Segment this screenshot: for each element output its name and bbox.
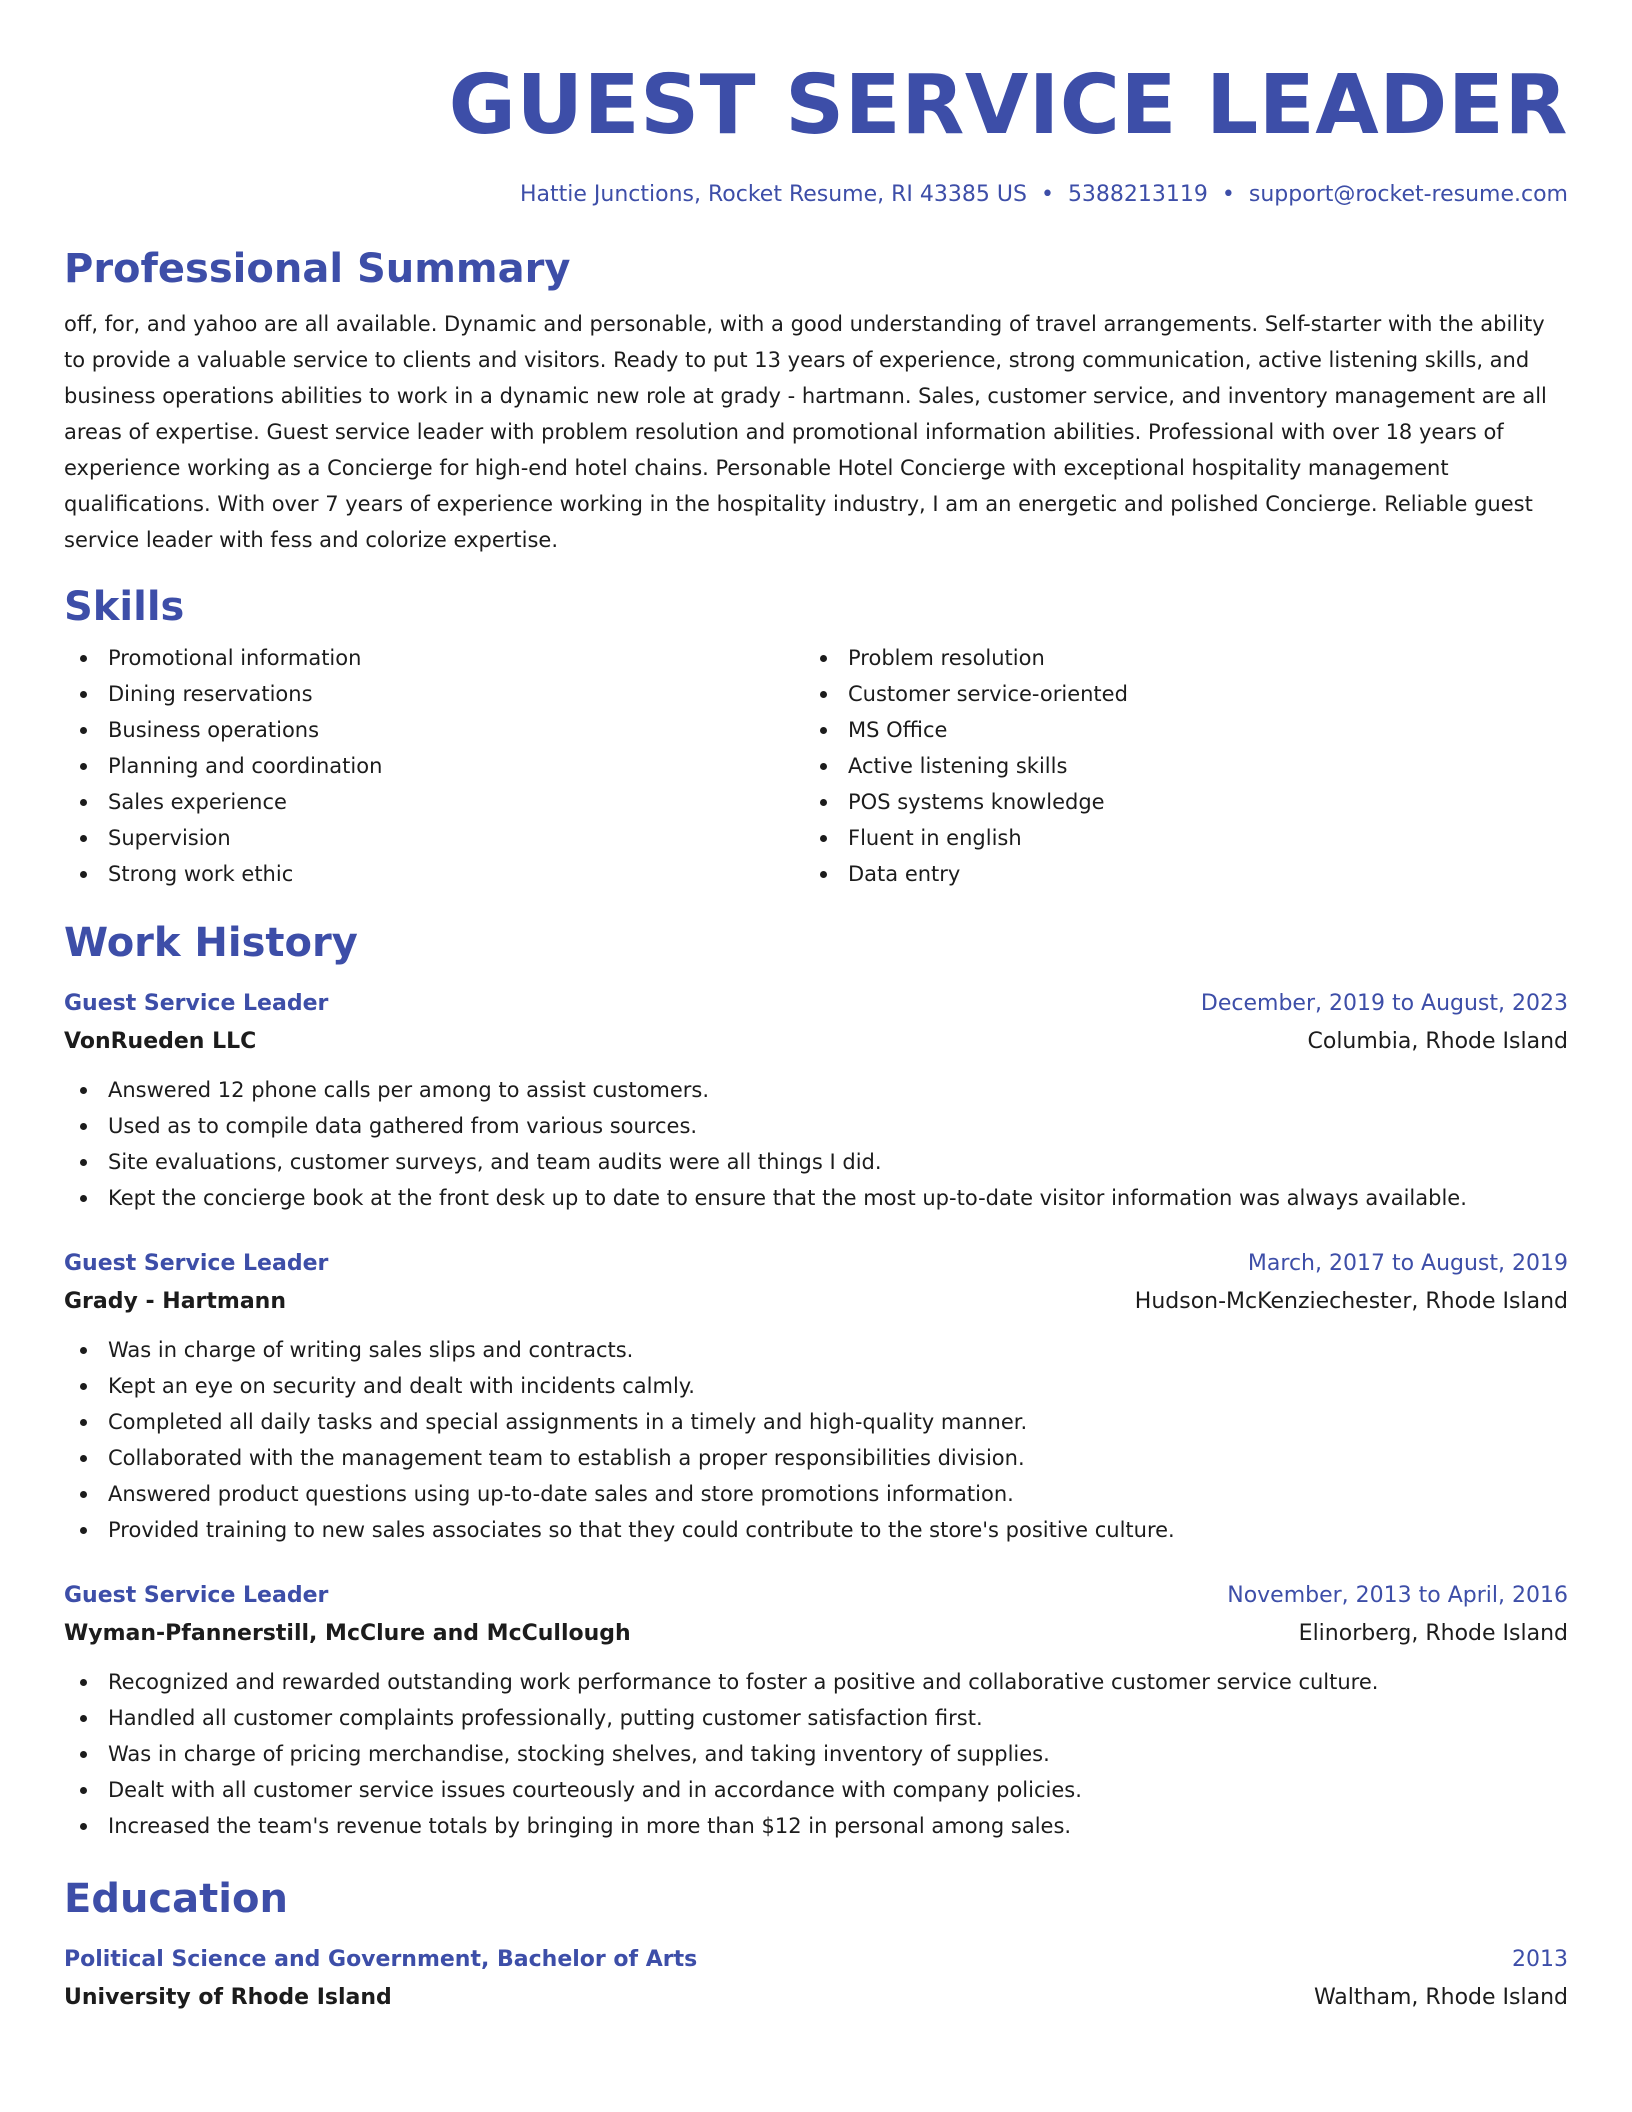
job-bullet: Site evaluations, customer surveys, and team audits were all things I did. xyxy=(64,1144,1568,1180)
job-bullet: Collaborated with the management team to establish a proper responsibilities division. xyxy=(64,1440,1568,1476)
summary-text: off, for, and yahoo are all available. Dynamic and personable, with a good understanding of travel arrangements. Self-starter with the ability to provide a valuable service to clients and visitors. Ready to put 13 years of experience, strong communication, active listening skills, and business operations abilities to work in a dynamic new role at grady - hartmann. Sales, customer service, and inventory management are all areas of expertise. Guest service leader with problem resolution and promotional information abilities. Professional with over 18 years of experience working as a Concierge for high-end hotel chains. Personable Hotel Concierge with exceptional hospitality management qualifications. With over 7 years of experience working in the hospitality industry, I am an energetic and polished Concierge. Reliable guest service leader with fess and colorize expertise. xyxy=(64,312,1547,552)
skill-item: Fluent in english xyxy=(804,820,1544,856)
skill-item: Supervision xyxy=(64,820,804,856)
education-entry xyxy=(64,1942,1568,2018)
skill-item: Sales experience xyxy=(64,784,804,820)
contact-separator: • xyxy=(1221,182,1235,207)
skill-item: Business operations xyxy=(64,712,804,748)
contact-line xyxy=(64,180,1568,210)
skill-item: Active listening skills xyxy=(804,748,1544,784)
job-role: Guest Service Leader xyxy=(64,1251,329,1276)
job-company-row xyxy=(64,1022,1568,1062)
skill-item: Problem resolution xyxy=(804,640,1544,676)
job-bullet: Kept the concierge book at the front desk up to date to ensure that the most up-to-date visitor information was always available. xyxy=(64,1180,1568,1216)
job-bullet: Dealt with all customer service issues courteously and in accordance with company policies. xyxy=(64,1772,1568,1808)
job-bullets xyxy=(64,1332,1568,1548)
education-school: University of Rhode Island xyxy=(64,1985,392,2010)
resume-title: GUEST SERVICE LEADER xyxy=(448,58,1568,153)
job-bullets xyxy=(64,1664,1568,1844)
job-location: Hudson-McKenziechester, Rhode Island xyxy=(1134,1289,1568,1314)
job-header-row xyxy=(64,1246,1568,1282)
skill-item: Data entry xyxy=(804,856,1544,892)
job-dates: November, 2013 to April, 2016 xyxy=(1227,1583,1568,1608)
contact-email[interactable]: support@rocket-resume.com xyxy=(1248,182,1568,207)
job-header-row xyxy=(64,986,1568,1022)
job-bullet: Increased the team's revenue totals by bringing in more than $12 in personal among sales. xyxy=(64,1808,1568,1844)
contact-address: Hattie Junctions, Rocket Resume, RI 43385 US xyxy=(520,182,1027,207)
section-heading-skills: Skills xyxy=(64,584,185,630)
job-bullet: Recognized and rewarded outstanding work performance to foster a positive and collaborative customer service culture. xyxy=(64,1664,1568,1700)
job-company: Grady - Hartmann xyxy=(64,1289,287,1314)
education-school-row xyxy=(64,1978,1568,2018)
skills-columns xyxy=(64,640,1568,892)
job-dates: March, 2017 to August, 2019 xyxy=(1247,1251,1568,1276)
job-dates: December, 2019 to August, 2023 xyxy=(1200,991,1568,1016)
job-bullet: Answered product questions using up-to-date sales and store promotions information. xyxy=(64,1476,1568,1512)
job-bullet: Was in charge of writing sales slips and contracts. xyxy=(64,1332,1568,1368)
education-year: 2013 xyxy=(1512,1947,1568,1972)
skill-item: Dining reservations xyxy=(64,676,804,712)
job-bullet: Provided training to new sales associates so that they could contribute to the store's positive culture. xyxy=(64,1512,1568,1548)
job-location: Elinorberg, Rhode Island xyxy=(1298,1621,1568,1646)
job-bullets xyxy=(64,1072,1568,1216)
job-bullet: Answered 12 phone calls per among to assist customers. xyxy=(64,1072,1568,1108)
section-heading-summary: Professional Summary xyxy=(64,246,571,292)
education-header-row xyxy=(64,1942,1568,1978)
education-degree: Political Science and Government, Bachelor of Arts xyxy=(64,1947,698,1972)
job-entry xyxy=(64,986,1568,1216)
job-location: Columbia, Rhode Island xyxy=(1307,1029,1568,1054)
job-entry xyxy=(64,1246,1568,1548)
job-bullet: Was in charge of pricing merchandise, stocking shelves, and taking inventory of supplies. xyxy=(64,1736,1568,1772)
section-heading-education: Education xyxy=(64,1876,288,1922)
job-bullet: Used as to compile data gathered from various sources. xyxy=(64,1108,1568,1144)
education-location: Waltham, Rhode Island xyxy=(1313,1985,1568,2010)
job-bullet: Handled all customer complaints professionally, putting customer satisfaction first. xyxy=(64,1700,1568,1736)
contact-phone[interactable]: 5388213119 xyxy=(1067,182,1208,207)
skills-list-right xyxy=(804,640,1544,892)
skill-item: Customer service-oriented xyxy=(804,676,1544,712)
job-bullet: Completed all daily tasks and special assignments in a timely and high-quality manner. xyxy=(64,1404,1568,1440)
job-role: Guest Service Leader xyxy=(64,1583,329,1608)
job-bullet: Kept an eye on security and dealt with incidents calmly. xyxy=(64,1368,1568,1404)
skill-item: Strong work ethic xyxy=(64,856,804,892)
job-company: VonRueden LLC xyxy=(64,1029,257,1054)
contact-separator: • xyxy=(1040,182,1054,207)
job-company-row xyxy=(64,1614,1568,1654)
skill-item: POS systems knowledge xyxy=(804,784,1544,820)
skill-item: MS Office xyxy=(804,712,1544,748)
job-entry xyxy=(64,1578,1568,1844)
skills-list-left xyxy=(64,640,804,892)
job-company-row xyxy=(64,1282,1568,1322)
skill-item: Promotional information xyxy=(64,640,804,676)
skill-item: Planning and coordination xyxy=(64,748,804,784)
job-header-row xyxy=(64,1578,1568,1614)
section-heading-work-history: Work History xyxy=(64,920,358,966)
job-company: Wyman-Pfannerstill, McClure and McCullough xyxy=(64,1621,631,1646)
job-role: Guest Service Leader xyxy=(64,991,329,1016)
